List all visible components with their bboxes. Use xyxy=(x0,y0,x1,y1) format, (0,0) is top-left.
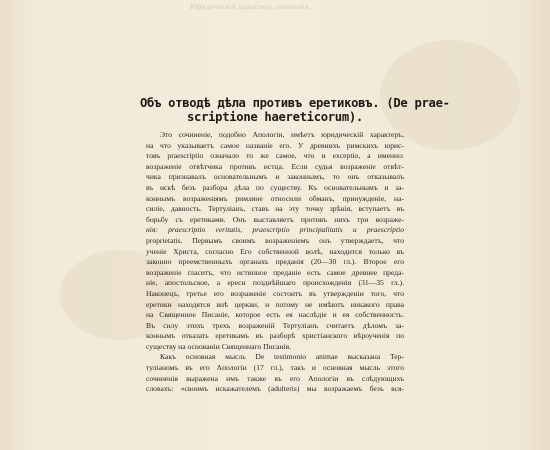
text-line: товъ praescriptio означало то же самое, что и exceptio, а именно: xyxy=(146,151,404,161)
section-heading xyxy=(140,96,450,124)
text-line: еретики находятся внѣ церкви, и потому не имѣютъ никакого права xyxy=(146,299,404,309)
text-line: Въ силу этихъ трехъ возраженій Тертуліанъ считаетъ дѣломъ за- xyxy=(146,320,404,330)
text-line: сочиненія выражена имъ также въ его Апологіи въ слѣдующихъ xyxy=(146,373,404,383)
text-line: Это сочиненіе, подобно Апологіи, имѣетъ юридическій характеръ, xyxy=(160,130,404,139)
text-line: борьбу съ еретиками. Онъ выставляетъ противъ нихъ три возраже- xyxy=(146,214,404,224)
text-line: ніе, апостольское, а ереси позднѣйшаго происхожденія (31—35 гл.). xyxy=(146,278,404,288)
text-line: коннымъ отказать еретикамъ въ разборѣ христіанского вѣроученія по xyxy=(146,331,404,341)
text-line: возраженіе отвѣтчика противъ истца. Если судья возраженіе отвѣт- xyxy=(146,161,404,171)
paragraph xyxy=(146,130,404,352)
text-line: возраженіе гласитъ, что истинное преданіе есть самое древнее преда- xyxy=(146,267,404,277)
heading-line: scriptione haereticorum). xyxy=(187,110,363,124)
text-line: словахъ: «своимъ искажателемъ (adulteris) мы возражаемъ безъ вся- xyxy=(146,384,404,394)
bleed-through-text: Юридическій характеръ сочиненія xyxy=(190,3,309,11)
text-line: ученіе Христа, согласно Его собственной волѣ, находится только въ xyxy=(146,246,404,256)
text-line: на Священное Писаніе, которое есть ея наслѣдіе и ея собственность. xyxy=(146,310,404,320)
text-line: нія: praescriptio veritatis, praescriptio principalitatis и praescriptio xyxy=(146,225,404,235)
text-line: Какъ основная мысль De testimonio animae высказана Тер- xyxy=(160,352,404,362)
text-line: коннымъ возраженіямъ римляне относили обманъ, принужденіе, на- xyxy=(146,193,404,203)
text-line: существу на основаніи Священнаго Писанія. xyxy=(146,341,292,351)
text-line: proprietatis. Первымъ своимъ возраженіемъ онъ утверждаетъ, что xyxy=(146,235,404,245)
text-line: силіе, давность. Тертуліанъ, ставъ на эту точку зрѣнія, вступаетъ въ xyxy=(146,204,404,214)
text-line: въ искѣ безъ разбора дѣла по существу. Къ основательнымъ и за- xyxy=(146,182,404,192)
paragraph xyxy=(146,352,404,394)
heading-line: Объ отводѣ дѣла противъ еретиковъ. (De prae- xyxy=(140,96,450,110)
text-line: законно преемственныхъ органахъ преданія (20—30 гл.). Второе его xyxy=(146,257,404,267)
text-line: туліаномъ въ его Апологіи (17 гл.), такъ и основная мысль этого xyxy=(146,363,404,373)
body-text xyxy=(146,130,404,395)
text-line: на что указываетъ самое названіе его. У древнихъ римскихъ юрис- xyxy=(146,140,404,150)
text-line: Наконецъ, третье его возраженіе состоитъ въ утвержденіи того, что xyxy=(146,288,404,298)
text-line: чика признавалъ основательнымъ и законнымъ, то онъ отказывалъ xyxy=(146,172,404,182)
